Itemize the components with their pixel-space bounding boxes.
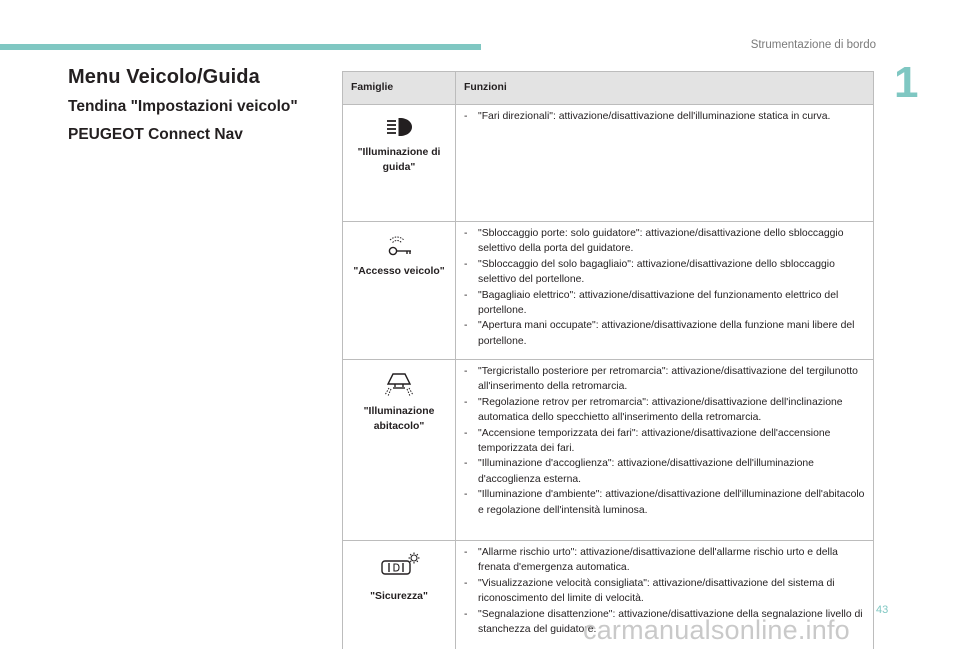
interior-lamp-icon bbox=[381, 370, 417, 398]
function-item: - "Fari direzionali": attivazione/disattivazione dell'illuminazione statica in curva. bbox=[462, 109, 867, 124]
function-item: - "Regolazione retrov per retromarcia": attivazione/disattivazione dell'inclinazione automatica dello specchietto all'inserimento della retromarcia. bbox=[462, 395, 867, 426]
family-cell bbox=[343, 541, 456, 649]
headlamp-icon bbox=[383, 115, 415, 139]
function-item: - "Accensione temporizzata dei fari": attivazione/disattivazione dell'accensione temporizzata dei fari. bbox=[462, 426, 867, 457]
family-cell bbox=[343, 105, 456, 222]
table-row bbox=[343, 222, 874, 360]
table-row bbox=[343, 105, 874, 222]
family-label: "Illuminazione di guida" bbox=[357, 147, 441, 173]
top-accent-bar bbox=[0, 44, 481, 50]
settings-table bbox=[342, 71, 874, 649]
functions-cell bbox=[456, 105, 874, 222]
system-heading: PEUGEOT Connect Nav bbox=[68, 126, 243, 143]
page-number: 43 bbox=[876, 604, 889, 616]
section-title: Strumentazione di bordo bbox=[750, 39, 876, 51]
function-item: - "Apertura mani occupate": attivazione/disattivazione della funzione mani libere del portellone. bbox=[462, 318, 867, 349]
family-cell bbox=[343, 222, 456, 360]
chapter-number: 1 bbox=[894, 58, 919, 107]
family-label: "Illuminazione abitacolo" bbox=[363, 406, 435, 432]
table-row bbox=[343, 360, 874, 541]
safety-car-gear-icon bbox=[377, 551, 421, 579]
function-item: - "Illuminazione d'accoglienza": attivazione/disattivazione dell'illuminazione d'accoglienza esterna. bbox=[462, 456, 867, 487]
watermark: carmanualsonline.info bbox=[583, 615, 850, 645]
function-item: - "Allarme rischio urto": attivazione/disattivazione dell'allarme rischio urto e della frenata d'emergenza automatica. bbox=[462, 545, 867, 576]
family-cell bbox=[343, 360, 456, 541]
function-item: - "Bagagliaio elettrico": attivazione/disattivazione del funzionamento elettrico del portellone. bbox=[462, 288, 867, 319]
functions-cell bbox=[456, 360, 874, 541]
function-item: - "Tergicristallo posteriore per retromarcia": attivazione/disattivazione del tergilunotto all'inserimento della retromarcia. bbox=[462, 364, 867, 395]
function-item: - "Segnalazione disattenzione": attivazione/disattivazione della segnalazione livello di stanchezza del guidatore. bbox=[462, 607, 867, 638]
function-item: - "Illuminazione d'ambiente": attivazione/disattivazione dell'illuminazione dell'abitacolo e regolazione dell'intensità luminosa. bbox=[462, 487, 867, 518]
function-item: - "Sbloccaggio porte: solo guidatore": attivazione/disattivazione dello sbloccaggio selettivo della porta del guidatore. bbox=[462, 226, 867, 257]
family-label: "Sicurezza" bbox=[370, 591, 428, 602]
table-header-row bbox=[343, 72, 874, 105]
key-signal-icon bbox=[381, 232, 417, 258]
function-item: - "Visualizzazione velocità consigliata": attivazione/disattivazione del sistema di riconoscimento del limite di velocità. bbox=[462, 576, 867, 607]
functions-cell bbox=[456, 222, 874, 360]
header-families: Famiglie bbox=[343, 72, 456, 105]
page-title: Menu Veicolo/Guida bbox=[68, 66, 260, 88]
page-subtitle: Tendina "Impostazioni veicolo" bbox=[68, 98, 298, 115]
function-item: - "Sbloccaggio del solo bagagliaio": attivazione/disattivazione dello sbloccaggio selettivo del portellone. bbox=[462, 257, 867, 288]
family-label: "Accesso veicolo" bbox=[353, 266, 445, 277]
header-functions: Funzioni bbox=[456, 72, 874, 105]
